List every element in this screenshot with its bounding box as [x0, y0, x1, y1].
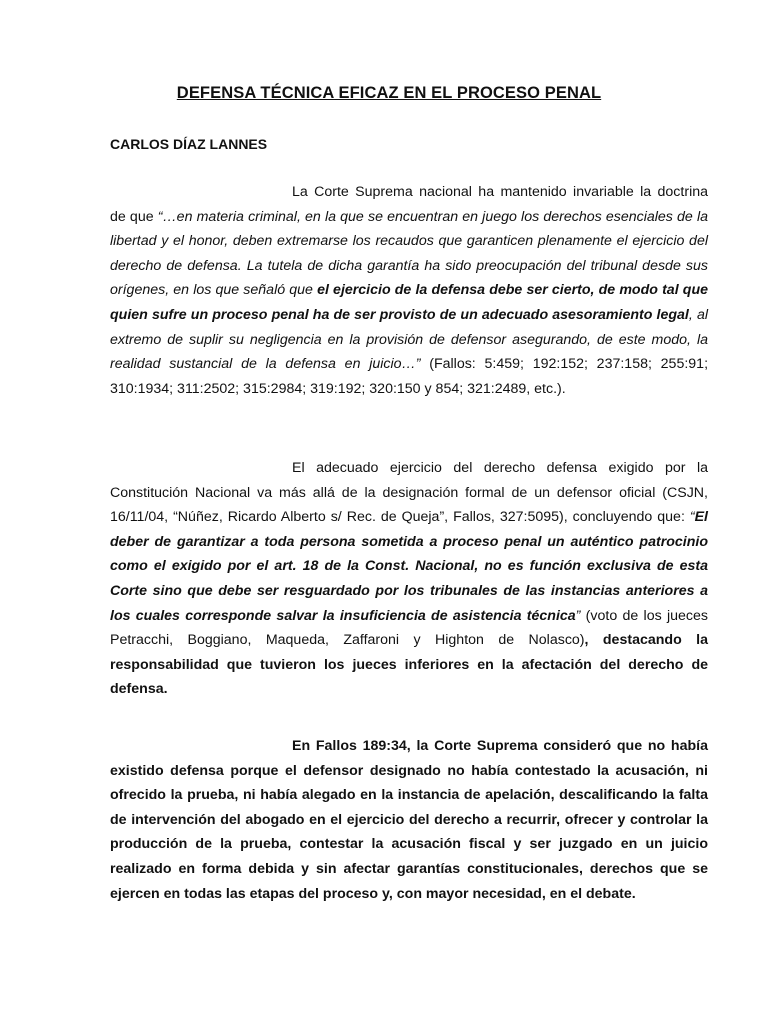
paragraph-2 — [110, 456, 708, 702]
p1-intro: La Corte Suprema nacional ha mantenido invariable la doctrina de que — [110, 184, 708, 225]
p2-conclusion: , destacando la responsabilidad que tuvieron los jueces inferiores en la afectación del derecho de defensa. — [110, 632, 708, 698]
p1-quote-start: “…en materia criminal, en la que se encuentran en juego los derechos esenciales de la libertad y el honor, deben extremarse los recaudos que garanticen plenamente el ejercicio del derecho de defensa. La tutela de dicha garantía ha sido preocupación del tribunal desde sus orígenes, en los que señaló que — [110, 208, 709, 299]
p2-intro: El adecuado ejercicio del derecho defensa exigido por la Constitución Nacional va más allá de la designación formal de un defensor oficial (CSJN, 16/11/04, “Núñez, Ricardo Alberto s/ Rec. de Queja”, Fallos, 327:5095), concluyendo que: — [110, 460, 708, 526]
author-name: CARLOS DÍAZ LANNES — [110, 136, 268, 152]
p2-quote: El deber de garantizar a toda persona sometida a proceso penal un auténtico patrocinio como el exigido por el art. 18 de la Const. Nacional, no es función exclusiva de esta Corte sino que debe ser resguardado por los tribunales de las instancias anteriores a los cuales corresponde salvar la insuficiencia de asistencia técnica — [110, 509, 708, 624]
p1-quote-emphasis: el ejercicio de la defensa debe ser cierto, de modo tal que quien sufre un proceso penal ha de ser provisto de un adecuado asesoramiento legal — [110, 282, 708, 323]
p1-quote-end: , al extremo de suplir su negligencia en la provisión de defensor asegurando, de este modo, la realidad sustancial de la defensa en juicio…” — [110, 306, 708, 373]
p2-open-quote: “ — [689, 509, 695, 526]
p2-close-quote: ” — [575, 607, 581, 624]
paragraph-3: En Fallos 189:34, la Corte Suprema consideró que no había existido defensa porque el defensor designado no había contestado la acusación, ni ofrecido la prueba, ni había alegado en la instancia de apelación, descalificando la falta de intervención del abogado en el ejercicio del derecho a recurrir, ofrecer y controlar la producción de la prueba, contestar la acusación fiscal y ser juzgado en un juicio realizado en forma debida y sin afectar garantías constitucionales, derechos que se ejercen en todas las etapas del proceso y, con mayor necesidad, en el debate. — [110, 738, 708, 902]
p2-judges: (voto de los jueces Petracchi, Boggiano, Maqueda, Zaffaroni y Highton de Nolasco) — [110, 607, 708, 649]
p1-citations: (Fallos: 5:459; 192:152; 237:158; 255:91; 310:1934; 311:2502; 315:2984; 319:192; 320:150 y 854; 321:2489, etc.). — [110, 356, 709, 397]
paragraph-1 — [110, 180, 708, 401]
document-title: DEFENSA TÉCNICA EFICAZ EN EL PROCESO PENAL — [176, 84, 602, 102]
